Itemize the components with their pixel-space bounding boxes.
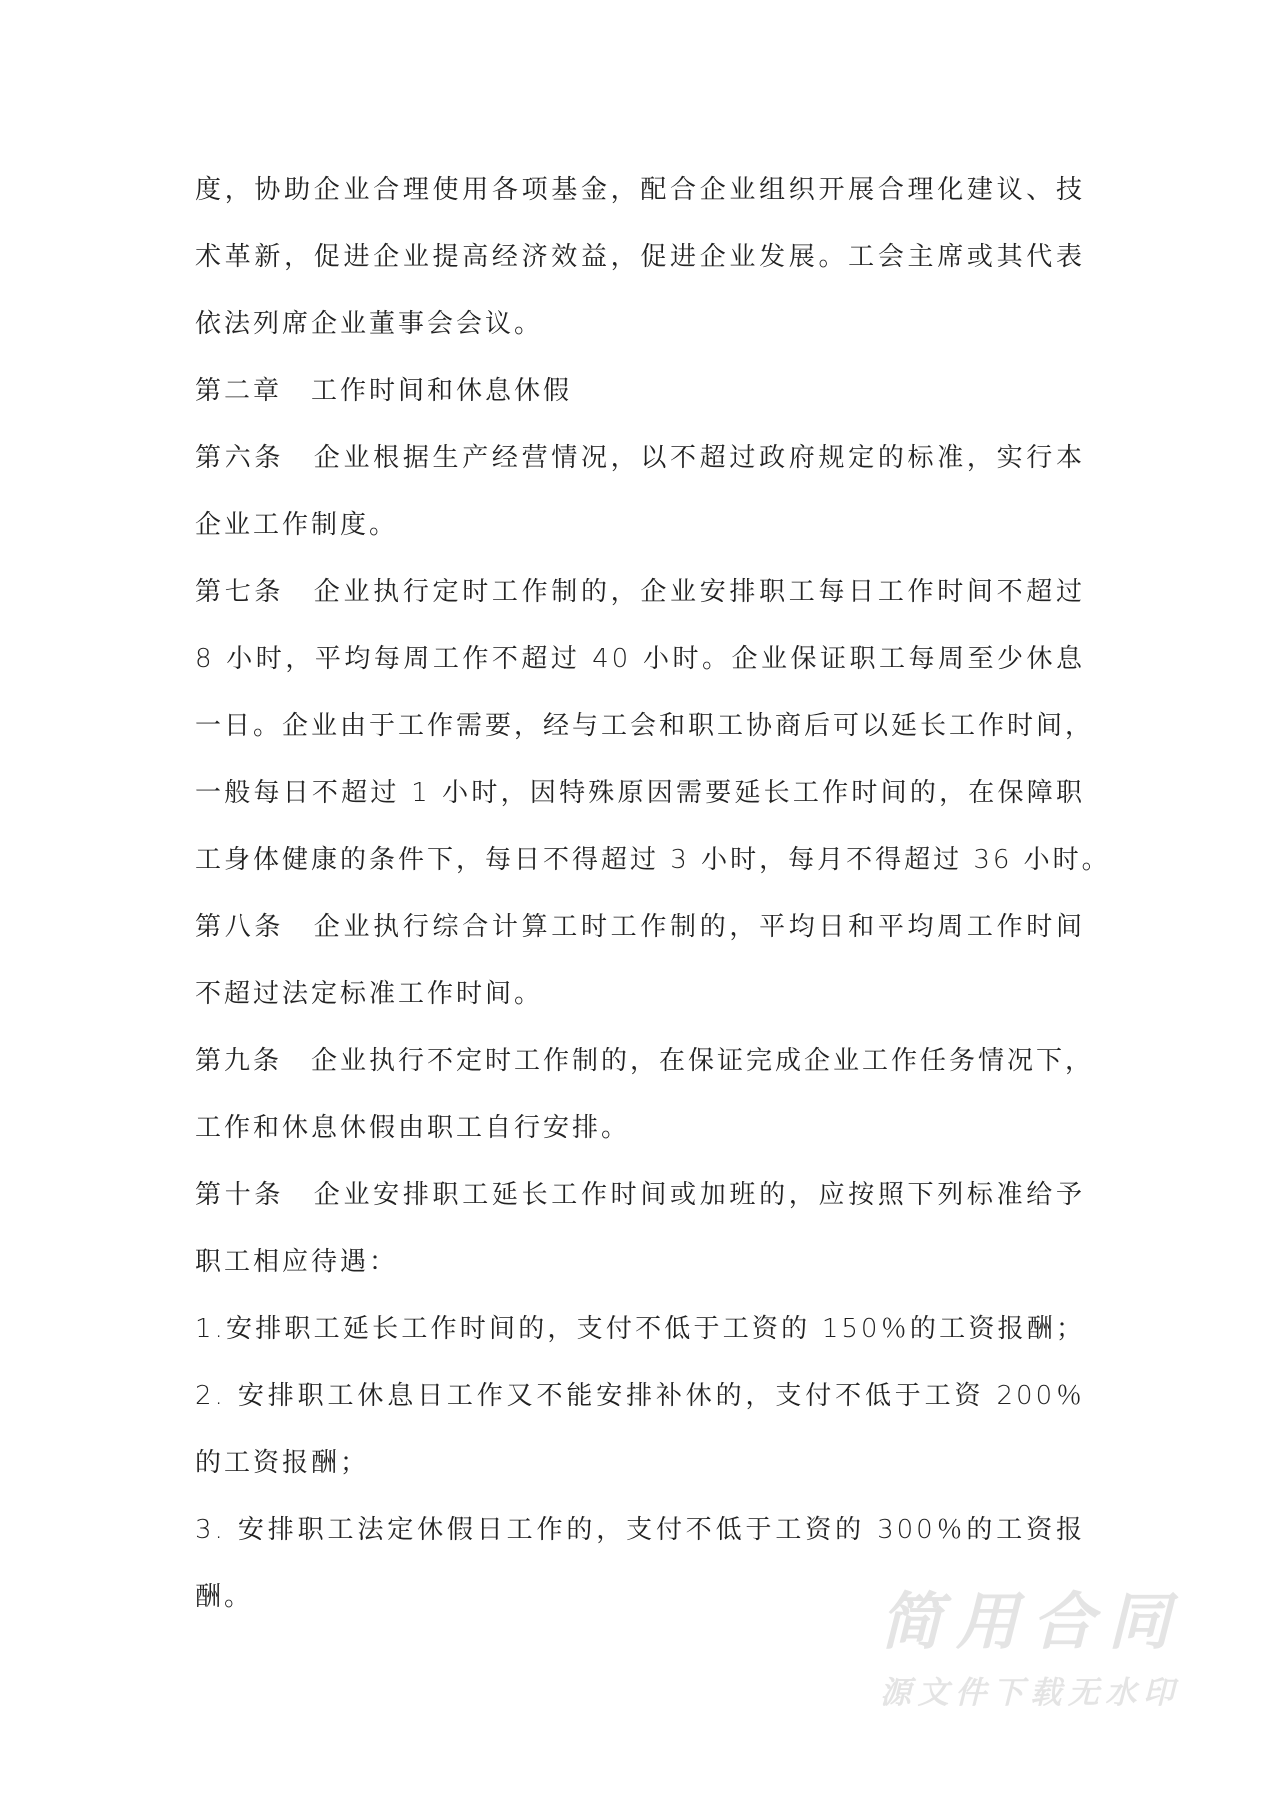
watermark-title: 简用合同 <box>880 1585 1178 1658</box>
watermark-subtitle: 源文件下载无水印 <box>880 1675 1178 1711</box>
article-7: 第七条 企业执行定时工作制的，企业安排职工每日工作时间不超过 <box>195 577 1085 607</box>
list-item-3: 3. 安排职工法定休假日工作的，支付不低于工资的 300％的工资报 <box>195 1515 1085 1545</box>
article-6: 第六条 企业根据生产经营情况，以不超过政府规定的标准，实行本 <box>195 443 1085 473</box>
text-line: 术革新，促进企业提高经济效益，促进企业发展。工会主席或其代表 <box>195 242 1085 272</box>
list-item-2: 2. 安排职工休息日工作又不能安排补休的，支付不低于工资 200％ <box>195 1381 1085 1411</box>
text-line: 依法列席企业董事会会议。 <box>195 309 544 339</box>
text-line: 度，协助企业合理使用各项基金，配合企业组织开展合理化建议、技 <box>195 175 1085 205</box>
article-9: 第九条 企业执行不定时工作制的，在保证完成企业工作任务情况下， <box>195 1046 1095 1076</box>
text-line: 工作和休息休假由职工自行安排。 <box>195 1113 631 1143</box>
list-item-1: 1.安排职工延长工作时间的，支付不低于工资的 150％的工资报酬； <box>195 1314 1085 1344</box>
text-line: 的工资报酬； <box>195 1448 370 1478</box>
article-10: 第十条 企业安排职工延长工作时间或加班的，应按照下列标准给予 <box>195 1180 1085 1210</box>
text-line: 职工相应待遇： <box>195 1247 399 1277</box>
text-line: 8 小时，平均每周工作不超过 40 小时。企业保证职工每周至少休息 <box>195 644 1085 674</box>
text-line: 不超过法定标准工作时间。 <box>195 979 544 1009</box>
article-8: 第八条 企业执行综合计算工时工作制的，平均日和平均周工作时间 <box>195 912 1085 942</box>
chapter-heading: 第二章 工作时间和休息休假 <box>195 376 573 406</box>
text-line: 企业工作制度。 <box>195 510 399 540</box>
text-line: 一般每日不超过 1 小时，因特殊原因需要延长工作时间的，在保障职 <box>195 778 1085 808</box>
watermark <box>880 1585 1180 1711</box>
text-line: 一日。企业由于工作需要，经与工会和职工协商后可以延长工作时间， <box>195 711 1095 741</box>
text-line: 工身体健康的条件下，每日不得超过 3 小时，每月不得超过 36 小时。 <box>195 845 1111 875</box>
text-line: 酬。 <box>195 1582 254 1612</box>
